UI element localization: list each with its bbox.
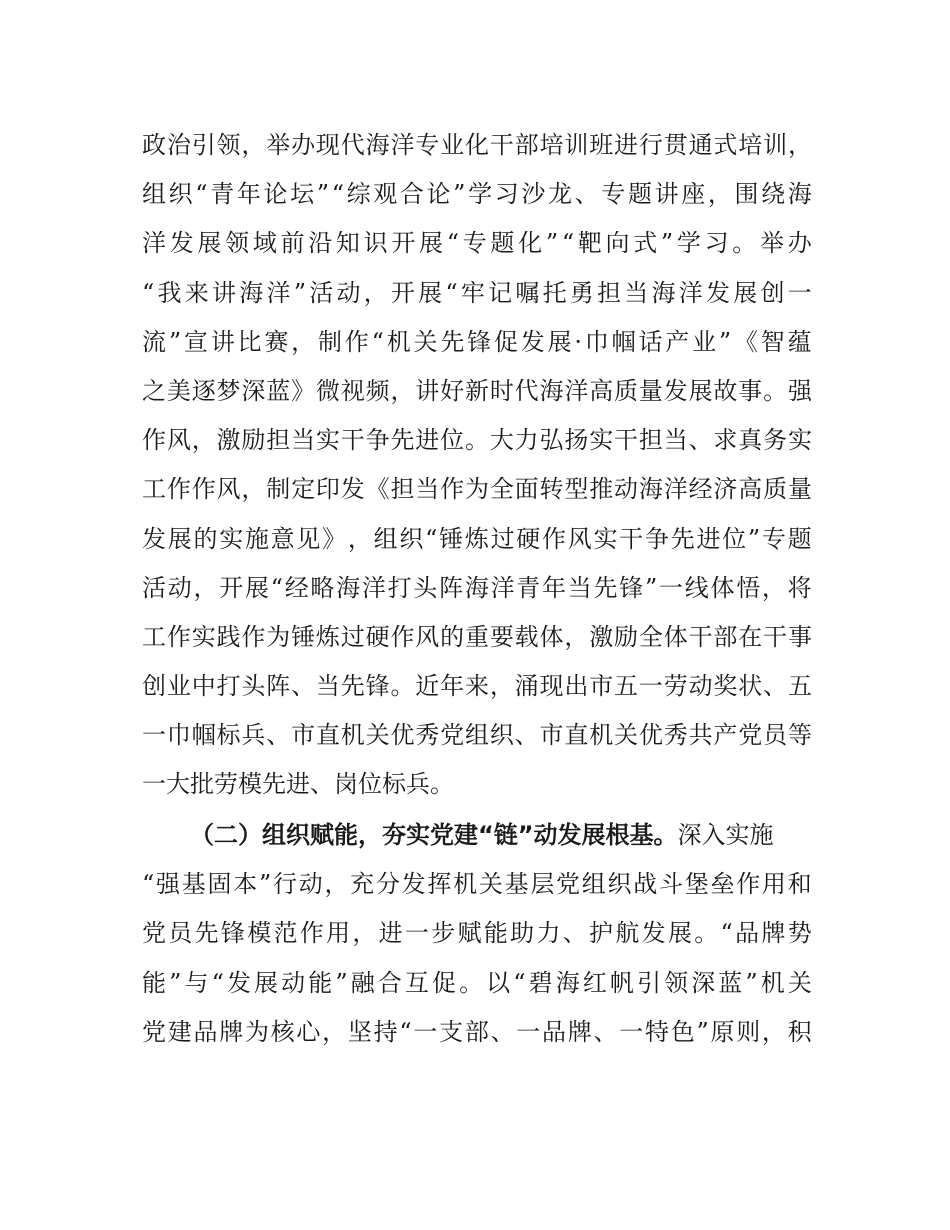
section-heading: （二）组织赋能，夯实党建“链”动发展根基。: [190, 821, 678, 849]
text-line: [142, 170, 812, 219]
line-text: 作 风 ， 激 励 担 当 实 干 争 先 进 位 。 大 力 弘 扬 实 干 担 当 、 求 真 务 实: [142, 426, 812, 455]
line-text: 活 动 ， 开 展 “ 经 略 海 洋 打 头 阵 海 洋 青 年 当 先 锋 ” 一 线 体 悟 ， 将: [142, 573, 812, 602]
text-line: [142, 909, 812, 958]
line-text: 之 美 逐 梦 深 蓝 》 微 视 频 ， 讲 好 新 时 代 海 洋 高 质 量 发 展 故 事 。 强: [142, 376, 812, 405]
text-line: [142, 860, 812, 909]
text-line: [142, 121, 812, 170]
paragraph-1: [142, 121, 812, 810]
line-text: 洋 发 展 领 域 前 沿 知 识 开 展 “ 专 题 化 ” “ 靶 向 式 ” 学 习 。 举 办: [142, 229, 812, 258]
line-text: “ 强 基 固 本 ” 行 动 ， 充 分 发 挥 机 关 基 层 党 组 织 战 斗 堡 垒 作 用 和: [142, 870, 812, 899]
text-line: [142, 1008, 812, 1057]
text-line: [142, 269, 812, 318]
line-text: 一大批劳模先进、岗位标兵。: [142, 770, 454, 799]
text-line: [142, 219, 812, 268]
heading-tail-text: 深入实施: [677, 821, 774, 849]
line-text: 一 巾 帼 标 兵 、 市 直 机 关 优 秀 党 组 织 、 市 直 机 关 优 秀 共 产 党 员 等: [142, 721, 812, 750]
line-text: 能 ” 与 “ 发 展 动 能 ” 融 合 互 促 。 以 “ 碧 海 红 帆 引 领 深 蓝 ” 机 关: [142, 968, 812, 997]
line-text: 组 织 “ 青 年 论 坛 ” “ 综 观 合 论 ” 学 习 沙 龙 、 专 题 讲 座 ， 围 绕 海: [142, 180, 812, 209]
line-text: 创 业 中 打 头 阵 、 当 先 锋 。 近 年 来 ， 涌 现 出 市 五 一 劳 动 奖 状 、 五: [142, 672, 812, 701]
paragraph-2: [142, 811, 812, 1057]
text-line: [142, 318, 812, 367]
text-line: [142, 416, 812, 465]
line-text: 政 治 引 领 ， 举 办 现 代 海 洋 专 业 化 干 部 培 训 班 进 行 贯 通 式 培 训 ，: [142, 131, 812, 159]
text-line: [142, 662, 812, 711]
line-text: 党 建 品 牌 为 核 心 ， 坚 持 “ 一 支 部 、 一 品 牌 、 一 特 色 ” 原 则 ， 积: [142, 1017, 812, 1046]
line-text: 工 作 作 风 ， 制 定 印 发 《 担 当 作 为 全 面 转 型 推 动 海 洋 经 济 高 质 量: [142, 475, 812, 504]
line-text: 发 展 的 实 施 意 见 》 ， 组 织 “ 锤 炼 过 硬 作 风 实 干 争 先 进 位 ” 专 题: [142, 524, 812, 553]
text-line: [142, 564, 812, 613]
line-text: 党 员 先 锋 模 范 作 用 ， 进 一 步 赋 能 助 力 、 护 航 发 展 。 “ 品 牌 势: [142, 919, 812, 948]
text-line: [142, 760, 812, 809]
text-line: [142, 613, 812, 662]
line-text: “ 我 来 讲 海 洋 ” 活 动 ， 开 展 “ 牢 记 嘱 托 勇 担 当 海 洋 发 展 创 一: [142, 278, 812, 307]
text-line: [142, 515, 812, 564]
text-line: [142, 711, 812, 760]
line-text: 流 ” 宣 讲 比 赛 ， 制 作 “ 机 关 先 锋 促 发 展 · 巾 帼 话 产 业 ” 《 智 蕴: [142, 327, 812, 356]
section-heading-line: [142, 811, 812, 860]
text-line: [142, 465, 812, 514]
line-text: 工 作 实 践 作 为 锤 炼 过 硬 作 风 的 重 要 载 体 ， 激 励 全 体 干 部 在 干 事: [142, 622, 812, 651]
text-line: [142, 367, 812, 416]
text-line: [142, 959, 812, 1008]
